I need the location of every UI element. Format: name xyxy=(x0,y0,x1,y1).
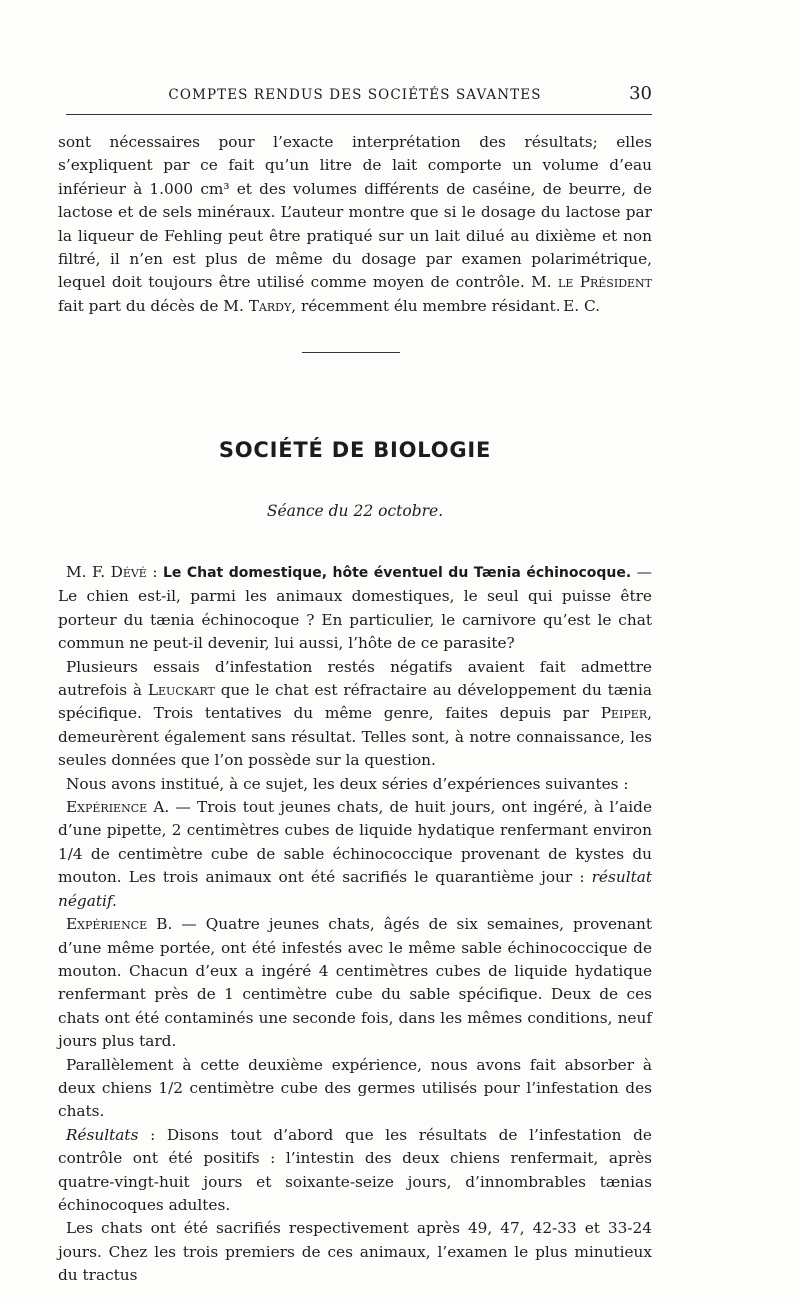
page-header xyxy=(58,83,652,109)
paragraph-experiment-b xyxy=(58,913,652,1053)
name-tardy: Tardy xyxy=(248,296,292,315)
author-name: Dévé xyxy=(110,563,147,581)
article-body xyxy=(58,561,652,1288)
experiment-b-text: — Quatre jeunes chats, âgés de six semaines, provenant d’une même portée, ont été infestés avec le même sable échinococcique de mouton. Chacun d’eux a ingéré 4 centimètres cubes de liquide hydatique renfermant près de 1 centimètre cube du sable spécifique. Deux de ces chats ont été contaminés une seconde fois, dans les mêmes conditions, neuf jours plus tard. xyxy=(58,915,653,1051)
president-title: le Président xyxy=(558,273,653,292)
results-text: : Disons tout d’abord que les résultats de l’infestation de contrôle ont été positifs : l’intestin des deux chiens renfermait, après quatre-vingt-huit jours et soixante-seize jours, d’innombrables tænias échinocoques adultes. xyxy=(58,1125,652,1214)
article-title: Le Chat domestique, hôte éventuel du Tænia échinocoque. xyxy=(162,565,632,581)
intro-text: — Le chien est-il, parmi les animaux domestiques, le seul qui puisse être porteur du tænia échinocoque ? En particulier, le carnivore qu’est le chat commun ne peut-il devenir, lui aussi, l’hôte de ce parasite? xyxy=(58,563,652,653)
section-title: SOCIÉTÉ DE BIOLOGIE xyxy=(218,438,492,462)
running-title: COMPTES RENDUS DES SOCIÉTÉS SAVANTES xyxy=(168,87,542,103)
header-rule xyxy=(66,114,652,115)
paragraph-results xyxy=(58,1124,652,1218)
experiment-a-text: — Trois tout jeunes chats, de huit jours, ont ingéré, à l’aide d’une pipette, 2 centimètres cubes de liquide hydatique renfermant environ 1/4 de centimètre cube de sable échinococcique provenant de kystes du mouton. Les trois animaux ont été sacrifiés le quarantième jour : xyxy=(58,798,652,887)
section-separator xyxy=(302,352,400,353)
experiment-b-label: Expérience B. xyxy=(66,915,173,934)
results-label: Résultats xyxy=(66,1125,139,1144)
continuation-block xyxy=(58,131,652,318)
paragraph-prior-work xyxy=(58,656,652,773)
continuation-text-2: fait part du décès de M. xyxy=(58,296,249,315)
name-peiper: Peiper xyxy=(600,704,648,723)
paragraph-experiment-a xyxy=(58,796,652,913)
page-number: 30 xyxy=(629,83,652,104)
signature: E. C. xyxy=(563,296,600,315)
article-intro xyxy=(58,561,652,656)
continuation-text-3: , récemment élu membre résidant. xyxy=(291,296,561,315)
continuation-text-1: sont nécessaires pour l’exacte interprétation des résultats; elles s’expliquent par ce fait qu’un litre de lait comporte un volume d’eau inférieur à 1.000 cm³ et des volumes différents de caséine, de beurre, de lactose et de sels minéraux. L’auteur montre que si le dosage du lactose par la liqueur de Fehling peut être pratiqué sur un lait dilué au dixième et non filtré, il n’en est plus de même du dosage par examen polarimétrique, lequel doit toujours être utilisé comme moyen de contrôle. M. xyxy=(58,133,652,292)
author-prefix: M. F. xyxy=(66,563,111,581)
continuation-paragraph xyxy=(58,131,652,318)
name-leuckart: Leuckart xyxy=(147,681,215,700)
prior-work-text-c: , demeurèrent également sans résultat. Telles sont, à notre connaissance, les seules données que l’on possède sur la question. xyxy=(58,704,652,770)
prior-work-text-b: que le chat est réfractaire au développement du tænia spécifique. Trois tentatives du même genre, faites depuis par xyxy=(58,681,652,723)
paragraph-parallel: Parallèlement à cette deuxième expérience, nous avons fait absorber à deux chiens 1/2 centimètre cube des germes utilisés pour l’infestation des chats. xyxy=(58,1055,652,1121)
prior-work-text-a: Plusieurs essais d’infestation restés négatifs avaient fait admettre autrefois à xyxy=(58,657,652,700)
session-date: Séance du 22 octobre. xyxy=(266,502,444,520)
paragraph-experiments-intro: Nous avons institué, à ce sujet, les deux séries d’expériences suivantes : xyxy=(66,774,629,793)
paragraph-last: Les chats ont été sacrifiés respectivement après 49, 47, 42-33 et 33-24 jours. Chez les trois premiers de ces animaux, l’examen le plus minutieux du tractus xyxy=(58,1219,652,1285)
intro-colon: : xyxy=(146,563,163,581)
experiment-a-result: résultat négatif. xyxy=(58,868,652,910)
experiment-a-label: Expérience A. xyxy=(66,798,170,817)
